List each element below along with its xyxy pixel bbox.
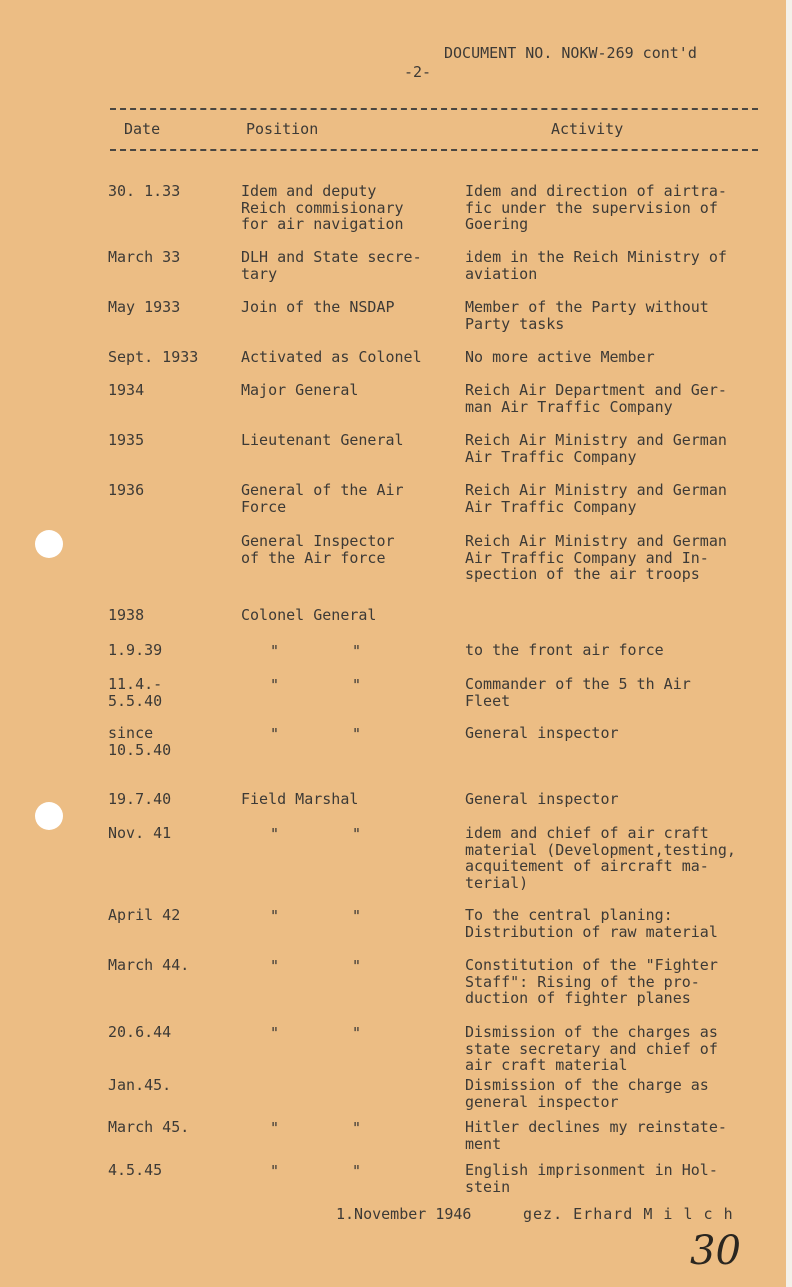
header-rule-bottom: [110, 149, 758, 151]
ditto-mark: ": [352, 642, 362, 660]
header-rule-top: [110, 108, 758, 110]
handwritten-page-number: 30: [690, 1228, 741, 1274]
ditto-mark: ": [352, 957, 362, 975]
column-header-position: Position: [246, 120, 319, 138]
row-position: Idem and deputy Reich commisionary for air navigation: [241, 182, 404, 233]
punch-hole-bottom: [35, 802, 63, 830]
row-date: 20.6.44: [108, 1023, 172, 1041]
ditto-mark: ": [352, 1119, 362, 1137]
row-activity: Idem and direction of airtra- fic under the supervision of Goering: [465, 182, 727, 233]
ditto-mark: ": [352, 676, 362, 694]
row-date: March 45.: [108, 1118, 190, 1136]
signature-date: 1.November 1946: [336, 1205, 472, 1223]
row-date: Sept. 1933: [108, 348, 199, 366]
row-position: Major General: [241, 381, 359, 399]
row-date: 11.4.- 5.5.40: [108, 675, 163, 710]
row-activity: Reich Air Ministry and German Air Traffic Company: [465, 481, 727, 516]
row-date: Jan.45.: [108, 1076, 172, 1094]
signature-name: gez. Erhard M i l c h: [523, 1205, 734, 1223]
row-activity: Hitler declines my reinstate- ment: [465, 1118, 727, 1153]
row-date: since 10.5.40: [108, 724, 172, 759]
row-date: March 44.: [108, 956, 190, 974]
ditto-mark: ": [352, 725, 362, 743]
row-activity: English imprisonment in Hol- stein: [465, 1161, 718, 1196]
row-activity: Reich Air Department and Ger- man Air Traffic Company: [465, 381, 727, 416]
ditto-mark: ": [270, 1024, 280, 1042]
row-activity: to the front air force: [465, 641, 664, 659]
row-activity: idem and chief of air craft material (Development,testing, acquitement of aircraft ma- terial): [465, 824, 736, 892]
row-activity: Member of the Party without Party tasks: [465, 298, 709, 333]
row-activity: No more active Member: [465, 348, 655, 366]
row-date: 30. 1.33: [108, 182, 181, 200]
row-date: 1938: [108, 606, 145, 624]
row-position: Activated as Colonel: [241, 348, 422, 366]
page-indicator: -2-: [404, 63, 432, 81]
ditto-mark: ": [270, 825, 280, 843]
row-date: 19.7.40: [108, 790, 172, 808]
row-activity: Constitution of the "Fighter Staff": Rising of the pro- duction of fighter planes: [465, 956, 718, 1007]
row-date: April 42: [108, 906, 181, 924]
row-activity: Dismission of the charges as state secretary and chief of air craft material: [465, 1023, 718, 1074]
ditto-mark: ": [270, 676, 280, 694]
row-date: March 33: [108, 248, 181, 266]
ditto-mark: ": [270, 1119, 280, 1137]
row-date: 4.5.45: [108, 1161, 163, 1179]
ditto-mark: ": [352, 1024, 362, 1042]
column-header-activity: Activity: [551, 120, 624, 138]
row-activity: Reich Air Ministry and German Air Traffic Company: [465, 431, 727, 466]
ditto-mark: ": [270, 957, 280, 975]
row-activity: Dismission of the charge as general inspector: [465, 1076, 709, 1111]
row-position: General of the Air Force: [241, 481, 404, 516]
row-position: Join of the NSDAP: [241, 298, 395, 316]
ditto-mark: ": [352, 1162, 362, 1180]
row-activity: General inspector: [465, 724, 619, 742]
row-activity: Commander of the 5 th Air Fleet: [465, 675, 691, 710]
document-number: DOCUMENT NO. NOKW-269 cont'd: [444, 44, 697, 62]
row-position: Colonel General: [241, 606, 377, 624]
page-edge: [786, 0, 792, 1287]
column-header-date: Date: [124, 120, 161, 138]
row-position: DLH and State secre- tary: [241, 248, 422, 283]
ditto-mark: ": [270, 907, 280, 925]
punch-hole-top: [35, 530, 63, 558]
row-date: Nov. 41: [108, 824, 172, 842]
ditto-mark: ": [270, 1162, 280, 1180]
row-activity: General inspector: [465, 790, 619, 808]
row-date: 1934: [108, 381, 145, 399]
ditto-mark: ": [352, 907, 362, 925]
ditto-mark: ": [352, 825, 362, 843]
row-position: Lieutenant General: [241, 431, 404, 449]
row-date: 1.9.39: [108, 641, 163, 659]
row-date: 1936: [108, 481, 145, 499]
row-position: Field Marshal: [241, 790, 359, 808]
ditto-mark: ": [270, 725, 280, 743]
row-position: General Inspector of the Air force: [241, 532, 395, 567]
row-activity: Reich Air Ministry and German Air Traffic Company and In- spection of the air troops: [465, 532, 727, 583]
ditto-mark: ": [270, 642, 280, 660]
row-date: 1935: [108, 431, 145, 449]
row-activity: To the central planing: Distribution of raw material: [465, 906, 718, 941]
row-date: May 1933: [108, 298, 181, 316]
row-activity: idem in the Reich Ministry of aviation: [465, 248, 727, 283]
